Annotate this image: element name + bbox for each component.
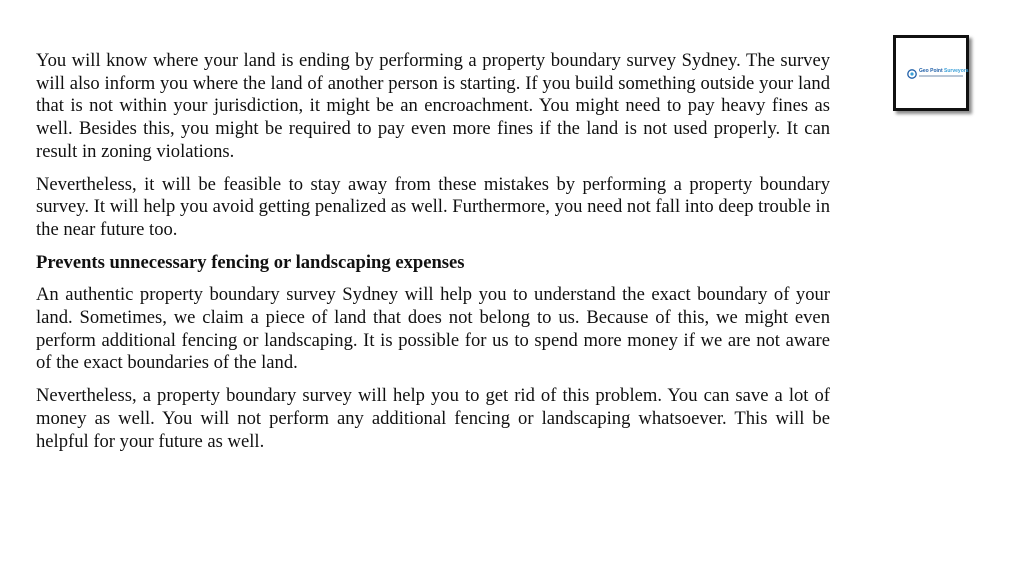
- paragraph-fencing-expenses: An authentic property boundary survey Sydney will help you to understand the exact boundary of your land. Sometimes, we claim a piece of land that does not belong to us. Because of this, we might even perform additional fencing or landscaping. It is possible for us to spend more money if we are not aware of the exact boundaries of the land.: [36, 284, 830, 374]
- section-heading: Prevents unnecessary fencing or landscaping expenses: [36, 251, 465, 273]
- company-logo-frame: [893, 35, 969, 111]
- target-icon: [907, 69, 917, 79]
- logo-word-1: Geo Point: [919, 68, 943, 74]
- logo-tagline-bar: [919, 75, 963, 77]
- logo-wordmark: [919, 68, 968, 74]
- company-logo: [907, 67, 969, 85]
- paragraph-avoid-mistakes: Nevertheless, it will be feasible to stay away from these mistakes by performing a property boundary survey. It will help you avoid getting penalized as well. Furthermore, you need not fall into deep trouble in the near future too.: [36, 173, 830, 240]
- paragraph-save-money: Nevertheless, a property boundary survey will help you to get rid of this problem. You can save a lot of money as well. You will not perform any additional fencing or landscaping whatsoever. This will be helpful for your future as well.: [36, 385, 830, 452]
- document-body: [36, 50, 830, 463]
- logo-word-2: Surveyors: [944, 68, 969, 74]
- paragraph-boundary-intro: You will know where your land is ending by performing a property boundary survey Sydney. The survey will also inform you where the land of another person is starting. If you build something outside your land that is not within your jurisdiction, it might be an encroachment. You might need to pay heavy fines as well. Besides this, you might be required to pay even more fines if the land is not used properly. It can result in zoning violations.: [36, 50, 830, 162]
